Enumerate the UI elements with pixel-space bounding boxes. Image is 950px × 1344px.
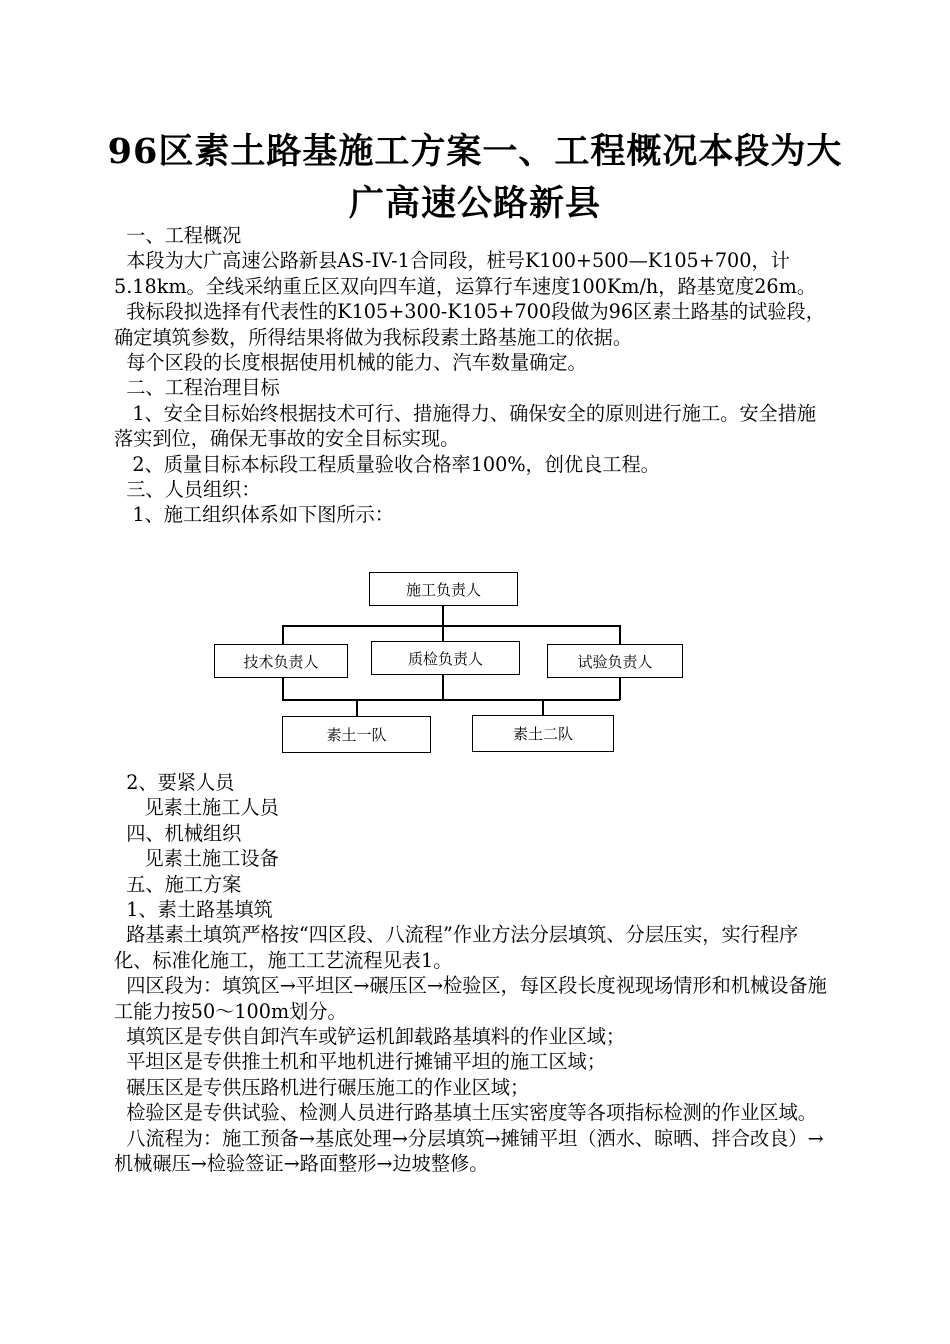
org-box-mid: 试验负责人 [547,644,683,678]
connector-line [442,606,444,626]
connector-line [356,699,358,716]
body-section-bottom [114,770,834,1177]
paragraph: 二、工程治理目标 [114,376,280,400]
paragraph: 1、素土路基填筑 [114,898,273,922]
org-box-top: 施工负责人 [369,572,518,606]
paragraph: 三、人员组织： [114,478,261,502]
paragraph: 1、施工组织体系如下图所示： [114,503,394,527]
paragraph: 2、质量目标本标段工程质量验收合格率100%，创优良工程。 [114,452,660,476]
connector-line [619,678,621,700]
paragraph: 四区段为：填筑区→平坦区→碾压区→检验区，每区段长度视现场情形和机械设备施工能力按50～100m划分。 [114,974,827,1023]
paragraph: 我标段拟选择有代表性的K105+300-K105+700段做为96区素土路基的试验段，确定填筑参数，所得结果将做为我标段素土路基施工的依据。 [114,300,825,349]
paragraph: 检验区是专供试验、检测人员进行路基填土压实密度等各项指标检测的作业区域。 [114,1101,817,1125]
body-section-top [114,223,834,528]
org-box-mid: 质检负责人 [371,641,520,675]
paragraph: 四、机械组织 [114,821,242,845]
connector-line [442,675,444,700]
org-box-mid: 技术负责人 [214,644,348,678]
paragraph: 五、施工方案 [114,872,242,896]
document-title: 96区素土路基施工方案一、工程概况本段为大广高速公路新县 [107,131,843,224]
connector-line [282,699,620,701]
connector-line [282,625,284,644]
org-box-bottom: 素土二队 [472,715,614,752]
connector-line [542,699,544,715]
connector-line [282,678,284,700]
paragraph: 1、安全目标始终根据技术可行、措施得力、确保安全的原则进行施工。安全措施落实到位，确保无事故的安全目标实现。 [114,401,817,451]
paragraph: 八流程为：施工预备→基底处理→分层填筑→摊铺平坦（洒水、晾晒、拌合改良）→机械碾压→检验签证→路面整形→边坡整修。 [114,1126,824,1176]
paragraph: 见素土施工设备 [114,847,279,871]
paragraph: 一、工程概况 [114,224,242,247]
paragraph: 每个区段的长度根据使用机械的能力、汽车数量确定。 [114,351,587,375]
connector-line [619,625,621,644]
paragraph: 碾压区是专供压路机进行碾压施工的作业区域； [114,1075,530,1099]
paragraph: 平坦区是专供推土机和平地机进行摊铺平坦的施工区域； [114,1050,606,1074]
paragraph: 本段为大广高速公路新县AS-IV-1合同段，桩号K100+500—K105+700，计5.18km。全线采纳重丘区双向四车道，运算行车速度100Km/h，路基宽度26m。 [114,249,817,298]
paragraph: 2、要紧人员 [114,771,235,794]
paragraph: 填筑区是专供自卸汽车或铲运机卸载路基填料的作业区域； [114,1025,626,1049]
org-box-bottom: 素土一队 [282,716,431,753]
connector-line [442,625,444,641]
paragraph: 路基素土填筑严格按“四区段、八流程”作业方法分层填筑、分层压实，实行程序化、标准化施工，施工工艺流程见表1。 [114,923,799,972]
connector-line [282,625,620,627]
org-chart [210,568,690,758]
paragraph: 见素土施工人员 [114,796,279,820]
